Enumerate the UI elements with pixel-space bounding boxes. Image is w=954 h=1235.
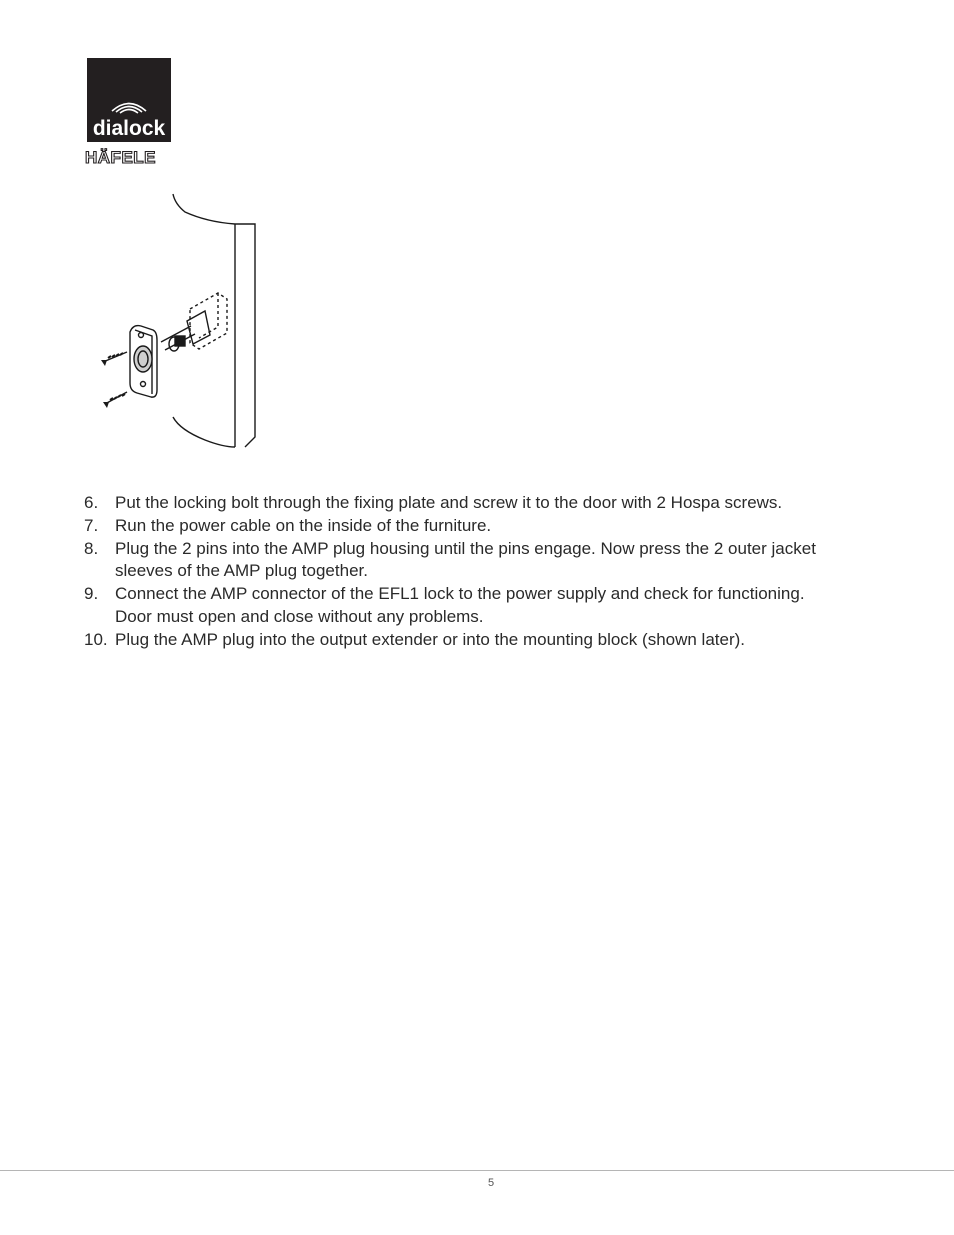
step-item [84, 629, 844, 652]
hafele-brand-mark [85, 146, 175, 166]
logo-wordmark: dialock [92, 117, 166, 140]
step-number: 6. [84, 493, 99, 512]
step-item [84, 583, 844, 629]
dialock-logo [87, 58, 171, 142]
brand-name: HÄFELE [85, 148, 156, 166]
dialock-logo-graphic [87, 58, 171, 142]
step-item [84, 492, 844, 515]
page-number: 5 [487, 1177, 495, 1189]
step-text: Run the power cable on the inside of the furniture. [115, 515, 492, 535]
step-number: 8. [84, 538, 99, 558]
step-item [84, 515, 844, 538]
step-item [84, 538, 844, 584]
step-text: Connect the AMP connector of the EFL1 lock to the power supply and check for functioning. Door must open and close without any problems. [115, 584, 805, 626]
step-number: 7. [84, 515, 99, 535]
lock-bolt-installation-diagram [95, 192, 265, 457]
step-text: Plug the AMP plug into the output extender or into the mounting block (shown later). [115, 629, 746, 649]
step-text: Put the locking bolt through the fixing plate and screw it to the door with 2 Hospa screws. [115, 493, 783, 512]
step-number: 10. [84, 629, 108, 649]
step-text: Plug the 2 pins into the AMP plug housing until the pins engage. Now press the 2 outer jacket sleeves of the AMP plug together. [115, 538, 816, 581]
footer-divider [0, 1170, 954, 1171]
step-number: 9. [84, 584, 99, 604]
installation-steps [84, 492, 844, 652]
